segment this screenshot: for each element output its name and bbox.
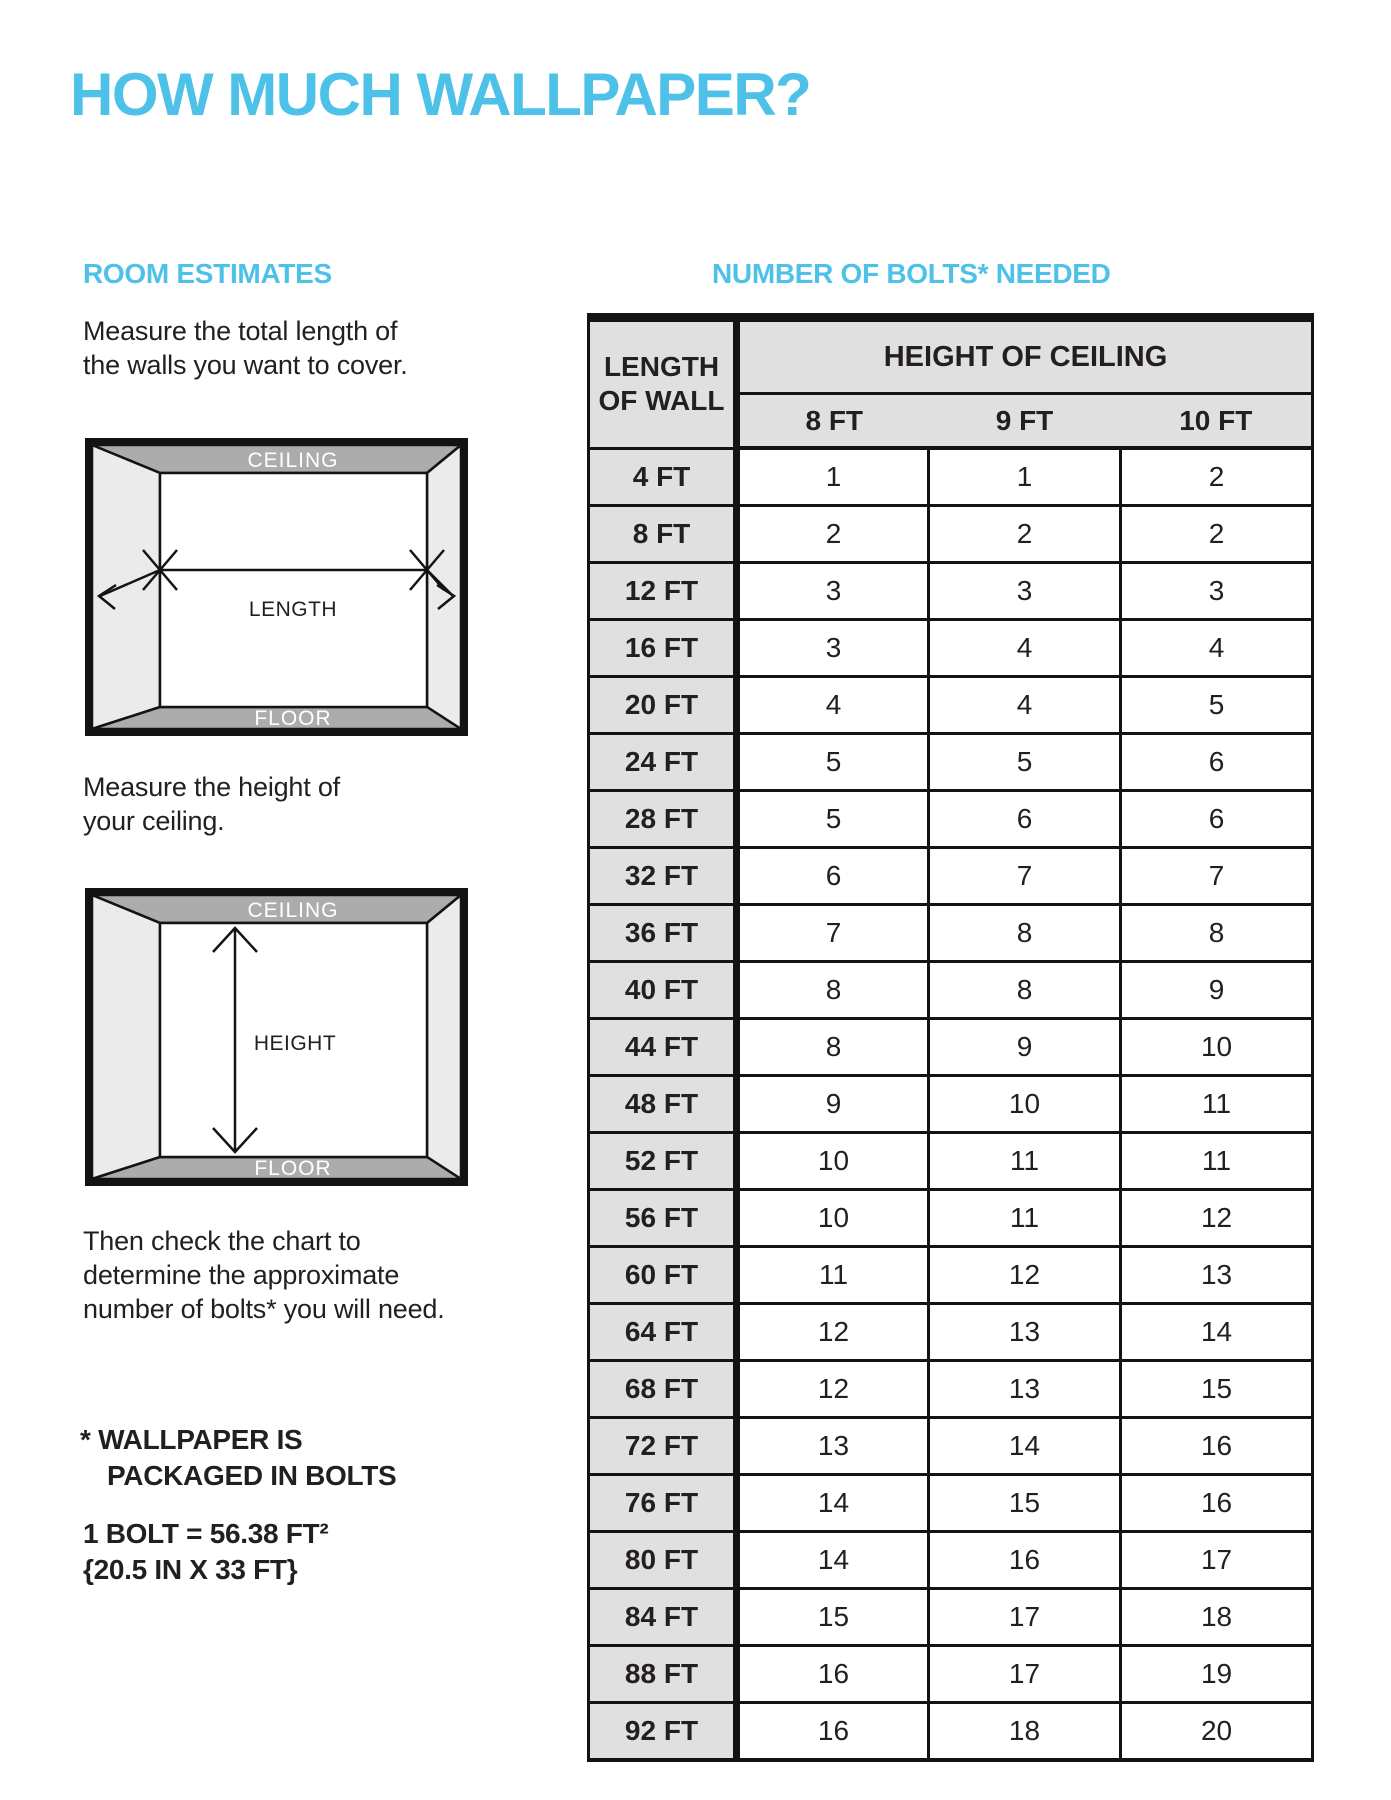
- bolt-count-cell: 7: [737, 905, 929, 962]
- table-row: [589, 848, 1313, 905]
- table-row: [589, 962, 1313, 1019]
- left-wall-plane: [92, 895, 160, 1179]
- bolt-count-cell: 7: [929, 848, 1121, 905]
- bolt-count-cell: 8: [929, 905, 1121, 962]
- wall-length-label: 56 FT: [589, 1190, 737, 1247]
- bolt-count-cell: 18: [1121, 1589, 1313, 1646]
- bolt-count-cell: 11: [737, 1247, 929, 1304]
- bolt-count-cell: 20: [1121, 1703, 1313, 1761]
- wall-length-label: 16 FT: [589, 620, 737, 677]
- bolt-count-cell: 18: [929, 1703, 1121, 1761]
- footnote-line: WALLPAPER IS: [98, 1424, 303, 1455]
- bolt-count-cell: 17: [929, 1646, 1121, 1703]
- wall-length-label: 92 FT: [589, 1703, 737, 1761]
- bolt-count-cell: 9: [737, 1076, 929, 1133]
- instruction-line: the walls you want to cover.: [83, 350, 408, 380]
- bolt-equivalence-line: 1 BOLT = 56.38 FT²: [83, 1518, 329, 1549]
- bolts-needed-heading: NUMBER OF BOLTS* NEEDED: [712, 258, 1111, 289]
- bolt-count-cell: 3: [929, 563, 1121, 620]
- wall-length-label: 20 FT: [589, 677, 737, 734]
- room-length-diagram: [85, 438, 468, 736]
- bolt-count-cell: 4: [1121, 620, 1313, 677]
- table-row: [589, 1133, 1313, 1190]
- table-row: [589, 1190, 1313, 1247]
- wall-length-label: 68 FT: [589, 1361, 737, 1418]
- table-row: [589, 448, 1313, 506]
- bolt-count-cell: 1: [737, 448, 929, 506]
- table-row: [589, 1019, 1313, 1076]
- instruction-measure-height: [83, 770, 340, 838]
- wall-length-label: 60 FT: [589, 1247, 737, 1304]
- bolt-count-cell: 8: [1121, 905, 1313, 962]
- wall-length-label: 64 FT: [589, 1304, 737, 1361]
- col-header-8ft: 8 FT: [737, 394, 929, 449]
- bolt-count-cell: 12: [1121, 1190, 1313, 1247]
- back-wall-plane: [160, 473, 427, 707]
- bolt-count-cell: 11: [929, 1133, 1121, 1190]
- bolt-count-cell: 2: [737, 506, 929, 563]
- table-row: [589, 734, 1313, 791]
- bolt-count-cell: 6: [737, 848, 929, 905]
- row-group-header-line: OF WALL: [598, 385, 725, 417]
- bolt-count-cell: 14: [1121, 1304, 1313, 1361]
- bolt-count-cell: 12: [929, 1247, 1121, 1304]
- table-row: [589, 620, 1313, 677]
- ceiling-label: CEILING: [247, 899, 339, 922]
- length-label: LENGTH: [248, 598, 338, 621]
- bolt-count-cell: 5: [929, 734, 1121, 791]
- bolt-count-cell: 16: [1121, 1475, 1313, 1532]
- bolt-count-cell: 12: [737, 1361, 929, 1418]
- instruction-line: Measure the height of: [83, 772, 340, 802]
- footnote-line: PACKAGED IN BOLTS: [107, 1460, 397, 1491]
- bolt-count-cell: 11: [1121, 1133, 1313, 1190]
- wall-length-label: 76 FT: [589, 1475, 737, 1532]
- bolt-count-cell: 4: [929, 677, 1121, 734]
- bolt-count-cell: 2: [1121, 448, 1313, 506]
- bolt-count-cell: 9: [1121, 962, 1313, 1019]
- table-row: [589, 506, 1313, 563]
- bolt-count-cell: 19: [1121, 1646, 1313, 1703]
- wall-length-label: 8 FT: [589, 506, 737, 563]
- bolt-count-cell: 1: [929, 448, 1121, 506]
- wall-length-label: 4 FT: [589, 448, 737, 506]
- bolt-count-cell: 13: [929, 1304, 1121, 1361]
- bolt-count-cell: 13: [929, 1361, 1121, 1418]
- table-row: [589, 791, 1313, 848]
- wall-length-label: 80 FT: [589, 1532, 737, 1589]
- footnote-asterisk: *: [80, 1424, 91, 1455]
- bolt-count-cell: 6: [1121, 791, 1313, 848]
- bolt-count-cell: 8: [737, 1019, 929, 1076]
- room-height-diagram: [85, 888, 468, 1186]
- instruction-line: number of bolts* you will need.: [83, 1294, 445, 1324]
- table-row: [589, 563, 1313, 620]
- bolt-count-cell: 6: [929, 791, 1121, 848]
- instruction-line: your ceiling.: [83, 806, 225, 836]
- table-row: [589, 1247, 1313, 1304]
- instruction-line: Then check the chart to: [83, 1226, 361, 1256]
- wall-length-label: 52 FT: [589, 1133, 737, 1190]
- wall-length-label: 36 FT: [589, 905, 737, 962]
- wall-length-label: 24 FT: [589, 734, 737, 791]
- column-group-header: HEIGHT OF CEILING: [737, 318, 1313, 394]
- bolt-count-cell: 13: [1121, 1247, 1313, 1304]
- bolts-table: [587, 313, 1314, 1762]
- table-row: [589, 1361, 1313, 1418]
- bolt-count-cell: 3: [737, 563, 929, 620]
- bolt-count-cell: 6: [1121, 734, 1313, 791]
- bolt-count-cell: 17: [929, 1589, 1121, 1646]
- bolt-count-cell: 11: [1121, 1076, 1313, 1133]
- bolt-count-cell: 10: [737, 1190, 929, 1247]
- wall-length-label: 88 FT: [589, 1646, 737, 1703]
- height-label: HEIGHT: [253, 1032, 337, 1055]
- wall-length-label: 40 FT: [589, 962, 737, 1019]
- room-estimates-heading: ROOM ESTIMATES: [83, 258, 332, 289]
- bolt-count-cell: 4: [929, 620, 1121, 677]
- wall-length-label: 48 FT: [589, 1076, 737, 1133]
- bolt-count-cell: 16: [1121, 1418, 1313, 1475]
- table-row: [589, 677, 1313, 734]
- wall-length-label: 44 FT: [589, 1019, 737, 1076]
- bolt-count-cell: 4: [737, 677, 929, 734]
- bolt-count-cell: 14: [737, 1475, 929, 1532]
- floor-label: FLOOR: [254, 707, 332, 730]
- table-row: [589, 1475, 1313, 1532]
- table-row: [589, 1304, 1313, 1361]
- bolt-count-cell: 16: [929, 1532, 1121, 1589]
- bolt-count-cell: 16: [737, 1703, 929, 1761]
- wall-length-label: 32 FT: [589, 848, 737, 905]
- bolt-count-cell: 16: [737, 1646, 929, 1703]
- bolt-equivalence-line: {20.5 IN X 33 FT}: [83, 1554, 298, 1585]
- table-row: [589, 1076, 1313, 1133]
- right-wall-plane: [427, 895, 461, 1179]
- instruction-measure-length: [83, 314, 408, 382]
- bolt-count-cell: 5: [1121, 677, 1313, 734]
- bolt-count-cell: 10: [929, 1076, 1121, 1133]
- table-row: [589, 1418, 1313, 1475]
- bolt-count-cell: 7: [1121, 848, 1313, 905]
- wall-length-label: 84 FT: [589, 1589, 737, 1646]
- ceiling-label: CEILING: [247, 449, 339, 472]
- left-wall-plane: [92, 445, 160, 729]
- instruction-line: determine the approximate: [83, 1260, 400, 1290]
- bolt-count-cell: 8: [929, 962, 1121, 1019]
- bolt-count-cell: 2: [1121, 506, 1313, 563]
- table-body: [589, 448, 1313, 1760]
- bolt-count-cell: 5: [737, 734, 929, 791]
- bolt-count-cell: 15: [1121, 1361, 1313, 1418]
- bolt-count-cell: 14: [929, 1418, 1121, 1475]
- bolt-count-cell: 10: [737, 1133, 929, 1190]
- bolt-count-cell: 10: [1121, 1019, 1313, 1076]
- page-title: HOW MUCH WALLPAPER?: [70, 61, 811, 128]
- bolt-count-cell: 3: [737, 620, 929, 677]
- bolt-count-cell: 3: [1121, 563, 1313, 620]
- col-header-9ft: 9 FT: [929, 394, 1121, 449]
- table-row: [589, 905, 1313, 962]
- bolt-count-cell: 12: [737, 1304, 929, 1361]
- bolt-count-cell: 8: [737, 962, 929, 1019]
- col-header-10ft: 10 FT: [1121, 394, 1313, 449]
- bolt-count-cell: 11: [929, 1190, 1121, 1247]
- bolt-count-cell: 15: [737, 1589, 929, 1646]
- wallpaper-bolts-footnote: [80, 1422, 396, 1494]
- wall-length-label: 12 FT: [589, 563, 737, 620]
- instruction-line: Measure the total length of: [83, 316, 398, 346]
- row-group-header: [589, 318, 737, 449]
- bolt-count-cell: 14: [737, 1532, 929, 1589]
- table-row: [589, 1646, 1313, 1703]
- bolt-count-cell: 17: [1121, 1532, 1313, 1589]
- bolt-count-cell: 2: [929, 506, 1121, 563]
- bolt-count-cell: 13: [737, 1418, 929, 1475]
- bolt-count-cell: 9: [929, 1019, 1121, 1076]
- table-row: [589, 1703, 1313, 1761]
- floor-label: FLOOR: [254, 1157, 332, 1180]
- wall-length-label: 72 FT: [589, 1418, 737, 1475]
- instruction-check-chart: [83, 1224, 445, 1326]
- row-group-header-line: LENGTH: [603, 351, 720, 383]
- wall-length-label: 28 FT: [589, 791, 737, 848]
- bolt-equivalence-note: [83, 1516, 328, 1588]
- bolt-count-cell: 15: [929, 1475, 1121, 1532]
- bolt-count-cell: 5: [737, 791, 929, 848]
- table-row: [589, 1589, 1313, 1646]
- table-row: [589, 1532, 1313, 1589]
